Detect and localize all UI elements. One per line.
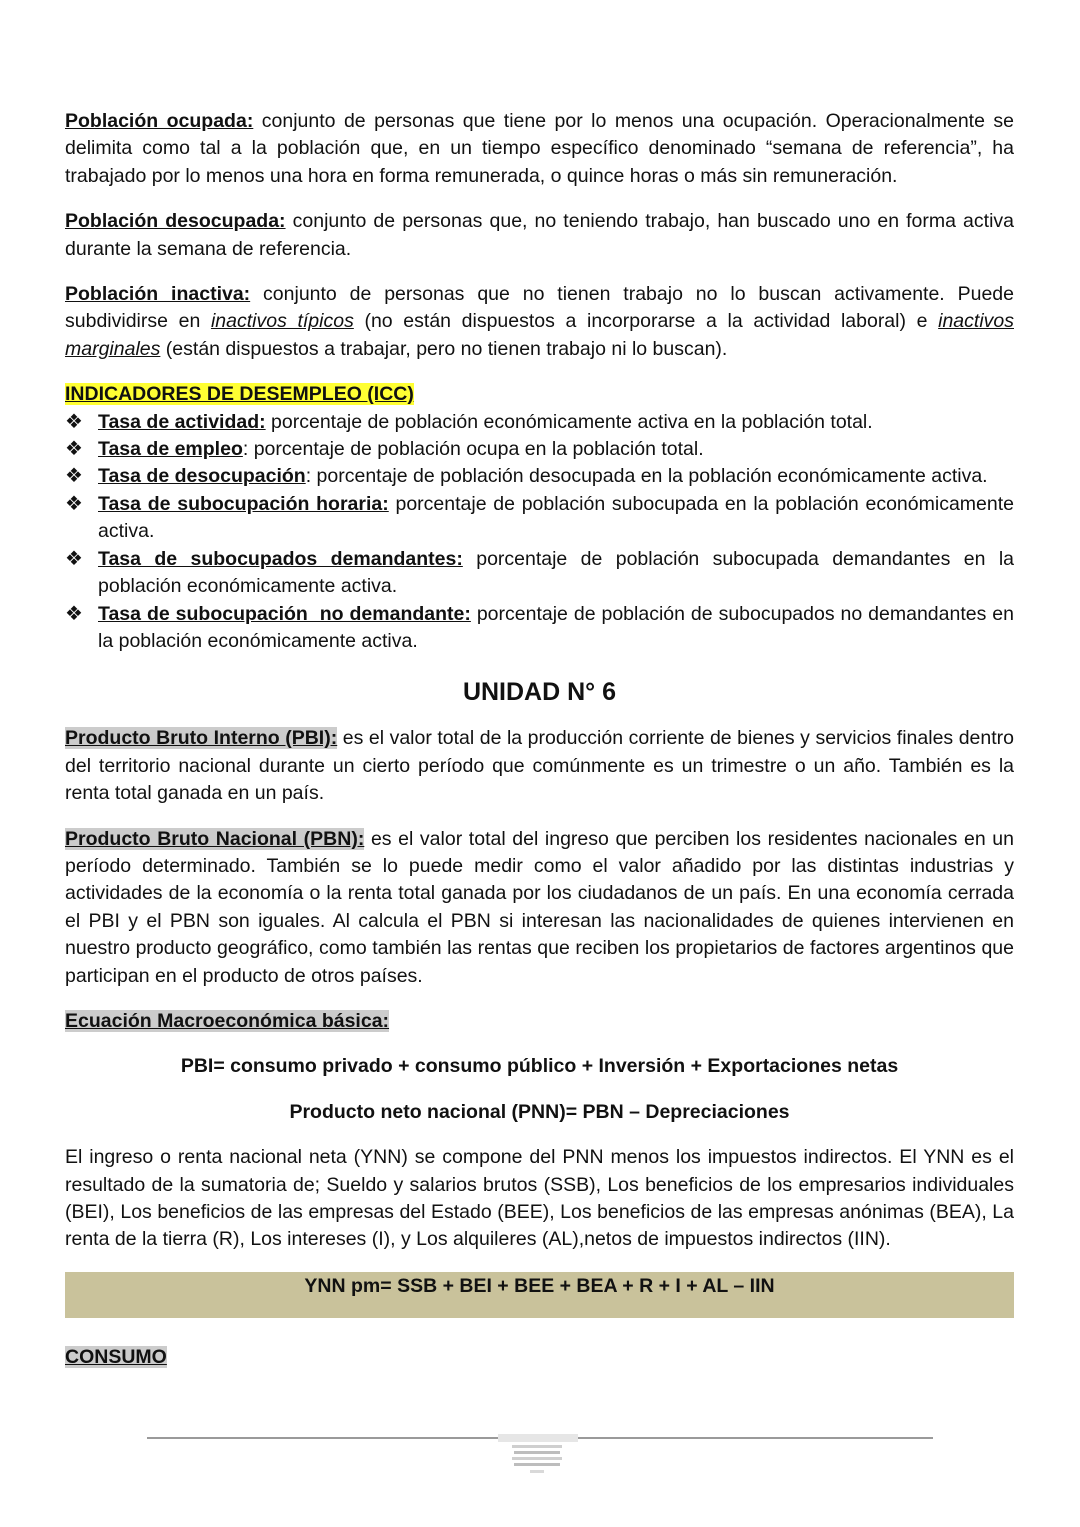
list-item — [65, 436, 1014, 463]
indicator-term: Tasa de subocupación horaria: — [98, 492, 389, 515]
paragraph-poblacion-ocupada — [65, 108, 1014, 190]
indicator-term: Tasa de actividad: — [98, 410, 266, 433]
paragraph-pbn — [65, 826, 1014, 990]
definition-poblacion-desocupada: conjunto de personas que, no teniendo trabajo, han buscado uno en forma activa durante la semana de referencia. — [65, 210, 1015, 260]
paragraph-ynn: El ingreso o renta nacional neta (YNN) se compone del PNN menos los impuestos indirectos. El YNN es el resultado de la sumatoria de; Sueldo y salarios brutos (SSB), Los beneficios de los empresarios individuales (BEI), Los beneficios de las empresas del Estado (BEE), Los beneficios de las empresas anónimas (BEA), La renta de la tierra (R), Los intereses (I), y Los alquileres (AL),netos de impuestos indirectos (IIN). — [65, 1146, 1014, 1251]
definition-poblacion-ocupada: conjunto de personas que tiene por lo menos una ocupación. Operacionalmente se delimita como tal a la población que, en un tiempo específico denominado “semana de referencia”, ha trabajado por lo menos una hora en forma remunerada, o quince horas o más sin remuneración. — [65, 110, 1014, 187]
footer-logo-icon — [496, 1432, 580, 1478]
list-item — [65, 546, 1014, 601]
ecuacion-heading: Ecuación Macroeconómica básica: — [65, 1009, 390, 1032]
diamond-bullet-icon: ❖ — [65, 410, 83, 433]
term-inactivos-tipicos: inactivos típicos — [210, 310, 354, 333]
definition-pbn: es el valor total del ingreso que perciben los residentes nacionales en un período determinado. También se lo puede medir como el valor añadido por las distintas industrias y actividades de la economía o la renta total ganada por los ciudadanos de un país. En una economía cerrada el PBI y el PBN son iguales. Al calcula el PBN si interesan las nacionalidades de quienes intervienen en nuestro producto geográfico, como también las rentas que reciben los propietarios de factores argentinos que participan en el producto de otros países. — [65, 827, 1014, 987]
indicator-term: Tasa de desocupación — [98, 465, 306, 488]
indicators-heading: INDICADORES DE DESEMPLEO (ICC) — [65, 383, 414, 406]
formula-pnn: Producto neto nacional (PNN)= PBN – Depreciaciones — [289, 1100, 790, 1123]
indicator-definition: porcentaje de población económicamente activa en la población total. — [265, 410, 873, 433]
indicator-definition: porcentaje de población subocupada en la población económicamente activa. — [98, 492, 1014, 543]
paragraph-pbi — [65, 725, 1014, 807]
indicators-heading-line — [65, 381, 1014, 408]
consumo-heading: CONSUMO — [65, 1345, 167, 1368]
definition-text: (están dispuestos a trabajar, pero no tienen trabajo ni lo buscan). — [160, 337, 728, 360]
term-pbi: Producto Bruto Interno (PBI): — [65, 727, 338, 750]
list-item — [65, 463, 1014, 490]
diamond-bullet-icon: ❖ — [65, 492, 83, 515]
term-pbn: Producto Bruto Nacional (PBN): — [65, 827, 365, 850]
paragraph-poblacion-desocupada — [65, 208, 1014, 263]
definition-text: conjunto de personas que no tienen trabajo no lo buscan activamente. Puede subdividirse en — [65, 283, 1014, 333]
definition-text: (no están dispuestos a incorporarse a la actividad laboral) e — [353, 310, 939, 333]
diamond-bullet-icon: ❖ — [65, 438, 83, 461]
indicator-term: Tasa de subocupación no demandante: — [98, 602, 471, 625]
formula-pbi: PBI= consumo privado + consumo público + Inversión + Exportaciones netas — [180, 1055, 899, 1078]
indicators-list — [65, 409, 1014, 656]
ecuacion-heading-line — [65, 1008, 1014, 1035]
indicator-term: Tasa de empleo — [98, 438, 243, 461]
formula-ynn-box — [65, 1272, 1014, 1318]
formula-ynn: YNN pm= SSB + BEI + BEE + BEA + R + I + AL – IIN — [304, 1274, 775, 1297]
term-poblacion-desocupada: Población desocupada: — [65, 210, 286, 233]
indicator-definition: : porcentaje de población ocupa en la población total. — [242, 438, 704, 461]
term-poblacion-ocupada: Población ocupada: — [65, 110, 254, 132]
indicator-definition: porcentaje de población subocupada demandantes en la población económicamente activa. — [98, 547, 1014, 598]
diamond-bullet-icon: ❖ — [65, 547, 83, 570]
footer-divider-left — [147, 1437, 499, 1439]
diamond-bullet-icon: ❖ — [65, 465, 83, 488]
definition-pbi: es el valor total de la producción corriente de bienes y servicios finales dentro del territorio nacional durante un cierto período que comúnmente es un trimestre o un año. También es la renta total ganada en un país. — [65, 727, 1014, 805]
footer-divider-right — [578, 1437, 933, 1439]
indicator-definition: : porcentaje de población desocupada en la población económicamente activa. — [305, 465, 988, 488]
list-item — [65, 409, 1014, 436]
diamond-bullet-icon: ❖ — [65, 602, 83, 625]
indicator-term: Tasa de subocupados demandantes: — [98, 547, 463, 570]
document-body — [65, 108, 1014, 1371]
unit-title: UNIDAD N° 6 — [462, 678, 617, 707]
list-item — [65, 491, 1014, 546]
term-poblacion-inactiva: Población inactiva: — [65, 283, 251, 306]
consumo-heading-line — [65, 1344, 1014, 1371]
indicator-definition: porcentaje de población de subocupados no demandantes en la población económicamente activa. — [98, 602, 1014, 652]
term-inactivos-marginales: inactivos marginales — [65, 310, 1014, 360]
paragraph-poblacion-inactiva — [65, 281, 1014, 363]
list-item — [65, 601, 1014, 656]
